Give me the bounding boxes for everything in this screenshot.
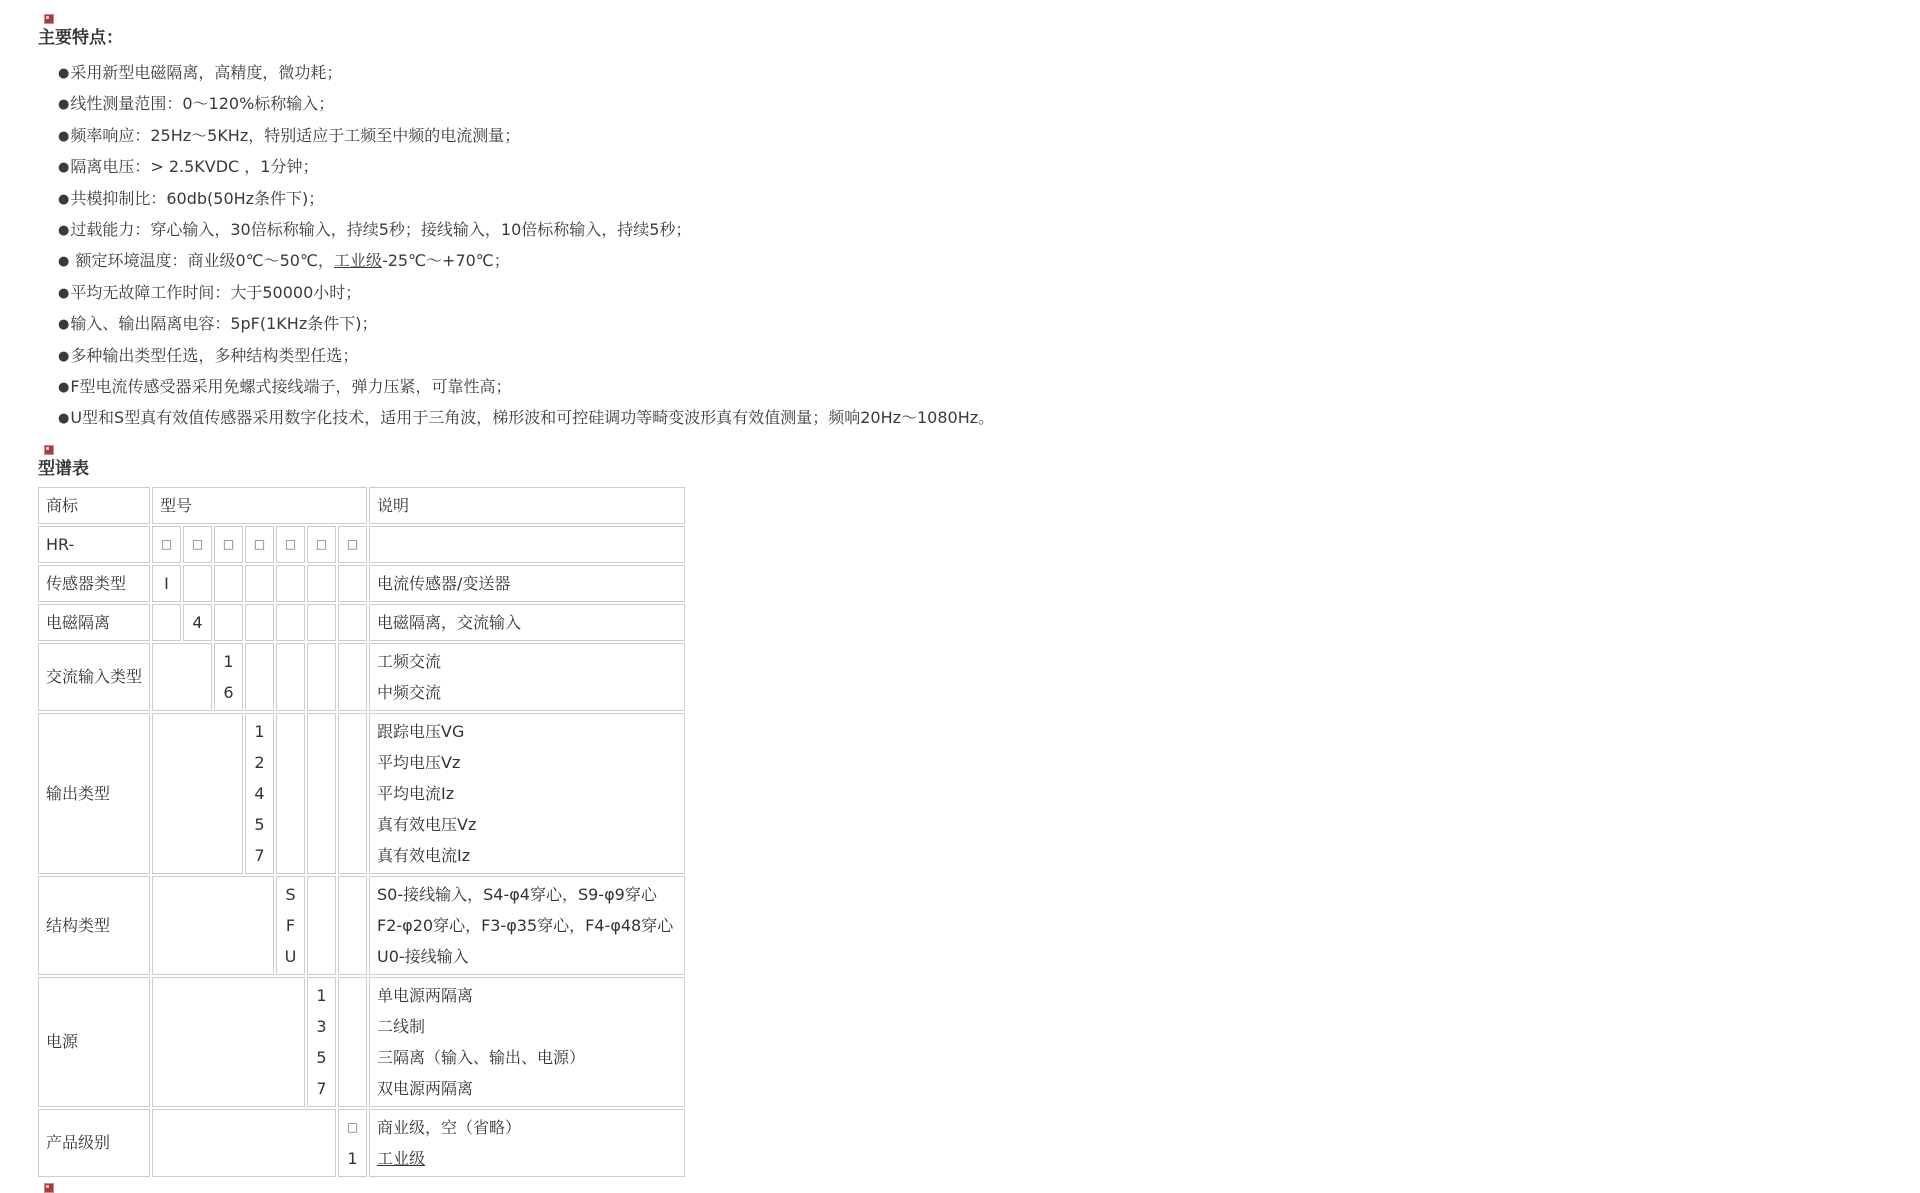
- model-code-cell: [307, 643, 336, 711]
- code-placeholder: □: [346, 536, 359, 551]
- desc-line: 二线制: [377, 1016, 426, 1036]
- model-code-cell: [276, 713, 305, 874]
- model-code-cell: [152, 643, 212, 711]
- model-code-cell: [183, 604, 212, 641]
- feature-text: 过载能力：穿心输入，30倍标称输入，持续5秒；接线输入，10倍标称输入，持续5秒；: [70, 220, 692, 240]
- features-heading: 主要特点：: [38, 28, 123, 48]
- code-placeholder: □: [191, 536, 204, 551]
- header-cell-model: [152, 487, 367, 524]
- row-label-cell: [38, 643, 150, 711]
- table-row-structure-type: [38, 876, 685, 975]
- row-desc-cell: [369, 876, 685, 975]
- model-code-cell: [338, 526, 367, 563]
- feature-item: [58, 403, 1920, 434]
- row-desc-cell: [369, 977, 685, 1107]
- feature-item: [58, 215, 1920, 246]
- model-code-cell: [338, 977, 367, 1107]
- desc-line: 中频交流: [377, 682, 442, 702]
- code-value: 1: [223, 651, 234, 671]
- feature-text: 隔离电压：> 2.5KVDC ，1分钟；: [70, 157, 319, 177]
- model-code-cell: [183, 526, 212, 563]
- model-code-cell: [338, 604, 367, 641]
- model-code-cell: [276, 526, 305, 563]
- row-label: 电源: [46, 1032, 79, 1052]
- table-row-power: [38, 977, 685, 1107]
- model-code-cell: [152, 713, 243, 874]
- model-code-cell: [214, 526, 243, 563]
- row-label-cell: [38, 1109, 150, 1177]
- spectrum-table-block: [36, 485, 1920, 1179]
- feature-item: [58, 58, 1920, 89]
- header-cell-desc: [369, 487, 685, 524]
- code-value: 5: [316, 1047, 327, 1067]
- header-cell-brand: [38, 487, 150, 524]
- desc-line: 真有效电压Vz: [377, 814, 477, 834]
- row-label: 产品级别: [46, 1133, 111, 1153]
- code-value: 4: [254, 783, 265, 803]
- feature-item: [58, 121, 1920, 152]
- model-code-cell: [307, 977, 336, 1107]
- code-value: 5: [254, 814, 265, 834]
- model-code-cell: [338, 876, 367, 975]
- row-label: HR-: [46, 534, 75, 554]
- feature-item: [58, 372, 1920, 403]
- model-code-cell: [338, 643, 367, 711]
- code-value: F: [285, 915, 296, 935]
- row-desc-cell: [369, 643, 685, 711]
- row-desc-cell: [369, 526, 685, 563]
- desc-line: S0-接线输入，S4-φ4穿心，S9-φ9穿心: [377, 884, 657, 904]
- features-list: [36, 58, 1920, 435]
- model-code-cell: [152, 977, 305, 1107]
- code-placeholder: □: [160, 536, 173, 551]
- model-code-cell: [245, 604, 274, 641]
- code-value: 1: [254, 721, 265, 741]
- model-code-cell: [245, 565, 274, 602]
- desc-line: 三隔离（输入、输出、电源）: [377, 1047, 586, 1067]
- code-value: 2: [254, 752, 265, 772]
- model-code-cell: [338, 713, 367, 874]
- feature-item: [58, 89, 1920, 120]
- desc-line: F2-φ20穿心，F3-φ35穿心，F4-φ48穿心: [377, 915, 674, 935]
- model-code-cell: [307, 526, 336, 563]
- code-placeholder: □: [222, 536, 235, 551]
- code-value: S: [285, 884, 296, 904]
- code-placeholder: □: [284, 536, 297, 551]
- model-code-cell: [276, 565, 305, 602]
- code-value: 1: [316, 985, 327, 1005]
- model-code-cell: [152, 604, 181, 641]
- row-label-cell: [38, 876, 150, 975]
- broken-image-icon: [44, 1183, 54, 1193]
- desc-line: 单电源两隔离: [377, 985, 474, 1005]
- model-code-cell: [183, 565, 212, 602]
- feature-text: 共模抑制比：60db(50Hz条件下)；: [70, 188, 325, 208]
- table-row-output-type: [38, 713, 685, 874]
- desc-line: 电流传感器/变送器: [377, 573, 511, 593]
- model-code-cell: [307, 604, 336, 641]
- feature-text: F型电流传感受器采用免螺式接线端子，弹力压紧，可靠性高；: [70, 377, 512, 397]
- row-label-cell: [38, 604, 150, 641]
- row-label-cell: [38, 565, 150, 602]
- desc-line: U0-接线输入: [377, 946, 469, 966]
- model-code-cell: [276, 876, 305, 975]
- model-code-cell: [152, 876, 274, 975]
- code-placeholder: □: [346, 1119, 359, 1134]
- feature-text: 输入、输出隔离电容：5pF(1KHz条件下)；: [70, 314, 378, 334]
- feature-item: [58, 341, 1920, 372]
- code-value: 3: [316, 1016, 327, 1036]
- desc-line: 平均电压Vz: [377, 752, 461, 772]
- model-code-cell: [245, 643, 274, 711]
- broken-image-icon: [44, 445, 54, 455]
- row-label: 传感器类型: [46, 573, 127, 593]
- model-code-cell: [152, 1109, 336, 1177]
- code-value: I: [164, 573, 169, 593]
- code-value: 1: [347, 1148, 358, 1168]
- table-row-isolation: [38, 604, 685, 641]
- desc-line-underlined: 工业级: [377, 1148, 426, 1168]
- code-placeholder: □: [253, 536, 266, 551]
- feature-text-underlined: 工业级: [333, 251, 382, 271]
- feature-text: 多种输出类型任选，多种结构类型任选；: [70, 345, 359, 365]
- code-value: 4: [192, 612, 203, 632]
- row-desc-cell: [369, 713, 685, 874]
- desc-line: 工频交流: [377, 651, 442, 671]
- feature-item: [58, 152, 1920, 183]
- model-code-cell: [245, 526, 274, 563]
- model-code-cell: [338, 565, 367, 602]
- row-label: 交流输入类型: [46, 667, 143, 687]
- header-label: 商标: [46, 495, 79, 515]
- feature-item: [58, 309, 1920, 340]
- feature-text: 频率响应：25Hz～5KHz，特别适应于工频至中频的电流测量；: [70, 125, 521, 145]
- feature-text: U型和S型真有效值传感器采用数字化技术，适用于三角波，梯形波和可控硅调功等畸变波形真有效值测量；频响20Hz～1080Hz。: [70, 408, 995, 428]
- table-row-product-grade: [38, 1109, 685, 1177]
- model-code-cell: [307, 565, 336, 602]
- model-code-cell: [214, 565, 243, 602]
- model-code-cell: [214, 643, 243, 711]
- row-desc-cell: [369, 1109, 685, 1177]
- feature-item: [58, 184, 1920, 215]
- desc-line: 真有效电流Iz: [377, 845, 471, 865]
- row-label-cell: [38, 526, 150, 563]
- table-row-hr: [38, 526, 685, 563]
- table-row-ac-input-type: [38, 643, 685, 711]
- code-value: 7: [254, 845, 265, 865]
- desc-line: 电磁隔离，交流输入: [377, 612, 522, 632]
- feature-text: -25℃～+70℃；: [381, 251, 510, 271]
- table-header-row: [38, 487, 685, 524]
- row-label-cell: [38, 713, 150, 874]
- spectrum-table: [36, 485, 687, 1179]
- desc-line: 双电源两隔离: [377, 1078, 474, 1098]
- feature-text: 额定环境温度：商业级0℃～50℃，: [75, 251, 334, 271]
- model-code-cell: [307, 713, 336, 874]
- broken-image-icon: [44, 14, 54, 24]
- model-code-cell: [214, 604, 243, 641]
- row-label: 电磁隔离: [46, 612, 111, 632]
- header-label: 型号: [160, 495, 193, 515]
- row-label: 结构类型: [46, 915, 111, 935]
- model-code-cell: [307, 876, 336, 975]
- feature-text: 平均无故障工作时间：大于50000小时；: [70, 282, 362, 302]
- model-code-cell: [276, 604, 305, 641]
- row-desc-cell: [369, 604, 685, 641]
- model-code-cell: [152, 526, 181, 563]
- feature-text: 采用新型电磁隔离，高精度，微功耗；: [70, 63, 343, 82]
- table-row-sensor-type: [38, 565, 685, 602]
- row-desc-cell: [369, 565, 685, 602]
- desc-line: 平均电流Iz: [377, 783, 455, 803]
- desc-line: 商业级，空（省略）: [377, 1117, 522, 1137]
- feature-item: [58, 246, 1920, 277]
- header-label: 说明: [377, 495, 410, 515]
- feature-text: 线性测量范围：0～120%标称输入；: [70, 94, 335, 114]
- row-label: 输出类型: [46, 783, 111, 803]
- model-code-cell: [276, 643, 305, 711]
- desc-line: 跟踪电压VG: [377, 721, 465, 741]
- code-placeholder: □: [315, 536, 328, 551]
- spectrum-table-heading: 型谱表: [38, 458, 89, 479]
- row-label-cell: [38, 977, 150, 1107]
- model-code-cell: [338, 1109, 367, 1177]
- code-value: 6: [223, 682, 234, 702]
- code-value: 7: [316, 1078, 327, 1098]
- model-code-cell: [245, 713, 274, 874]
- feature-item: [58, 278, 1920, 309]
- model-code-cell: [152, 565, 181, 602]
- code-value: U: [284, 946, 297, 966]
